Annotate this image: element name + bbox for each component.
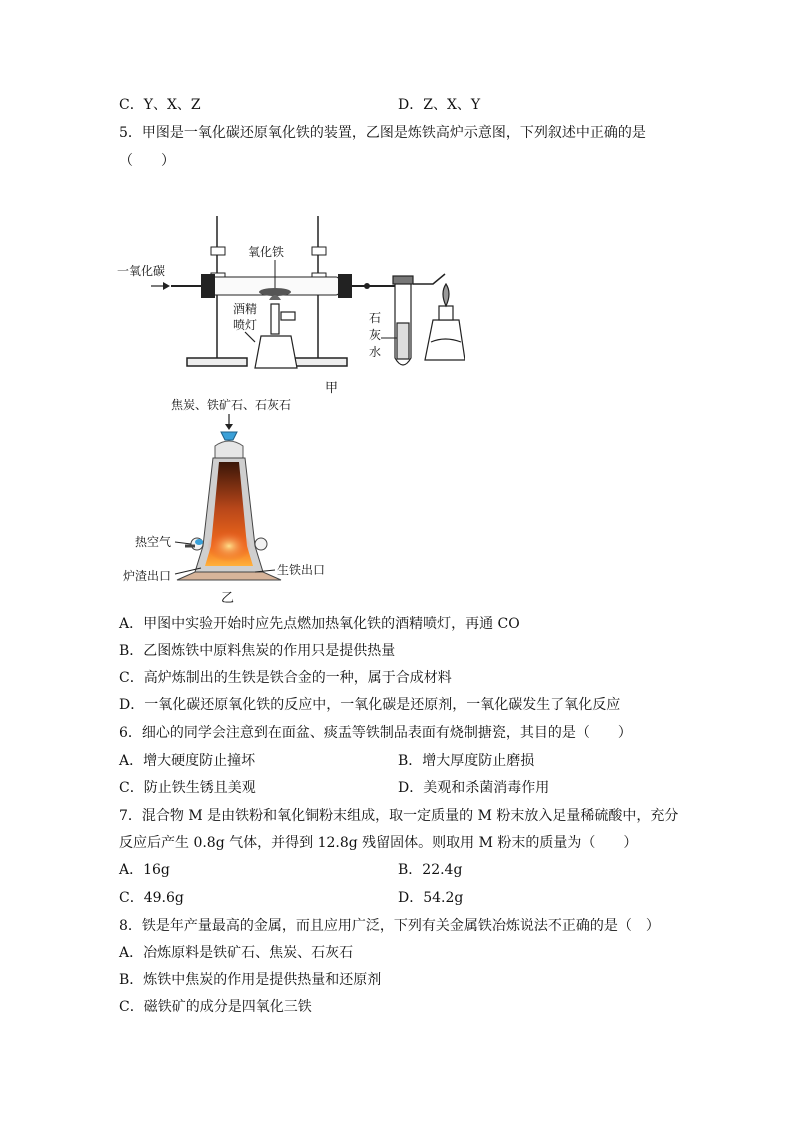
- q5-option-b: B．乙图炼铁中原料焦炭的作用只是提供热量: [119, 643, 396, 659]
- label-hot-air: 热空气: [135, 535, 172, 549]
- q7-stem-line2: 反应后产生 0.8g 气体，并得到 12.8g 残留固体。则取用 M 粉末的质量为（ ）: [119, 835, 638, 851]
- q6-option-c: C．防止铁生锈且美观: [119, 780, 256, 796]
- q5-option-a: A．甲图中实验开始时应先点燃加热氧化铁的酒精喷灯，再通 CO: [119, 616, 520, 632]
- q8-stem: 8．铁是年产量最高的金属，而且应用广泛，下列有关金属铁冶炼说法不正确的是（ ）: [119, 918, 660, 934]
- q7-option-d: D．54.2g: [398, 890, 464, 906]
- q5-option-c: C．高炉炼制出的生铁是铁合金的一种，属于合成材料: [119, 670, 452, 686]
- label-pig-iron-outlet: 生铁出口: [277, 563, 326, 577]
- q8-option-b: B．炼铁中焦炭的作用是提供热量和还原剂: [119, 972, 382, 988]
- label-lamp-1: 酒精: [233, 302, 258, 316]
- q6-stem: 6．细心的同学会注意到在面盆、痰盂等铁制品表面有烧制搪瓷，其目的是（ ）: [119, 725, 632, 741]
- label-limewater-3: 水: [369, 345, 382, 359]
- q7-option-b: B．22.4g: [398, 862, 463, 878]
- tuyere-right: [255, 538, 267, 550]
- label-slag-outlet: 炉渣出口: [123, 569, 172, 583]
- q7-stem-line1: 7．混合物 M 是由铁粉和氧化铜粉末组成，取一定质量的 M 粉末放入足量稀硫酸中，充分: [119, 808, 679, 824]
- iron-oxide-powder: [259, 288, 291, 296]
- caption-yi: 乙: [221, 591, 235, 606]
- q7-option-a: A．16g: [119, 862, 170, 878]
- label-co: 一氧化碳: [117, 264, 166, 278]
- label-lamp-2: 喷灯: [233, 318, 258, 332]
- q8-option-a: A．冶炼原料是铁矿石、焦炭、石灰石: [119, 945, 354, 961]
- q5-option-d: D．一氧化碳还原氧化铁的反应中，一氧化碳是还原剂，一氧化碳发生了氧化反应: [119, 697, 621, 713]
- q8-option-c: C．磁铁矿的成分是四氧化三铁: [119, 999, 312, 1015]
- stopper-left: [201, 274, 215, 298]
- caption-jia: 甲: [325, 381, 339, 396]
- q6-option-d: D．美观和杀菌消毒作用: [398, 780, 550, 796]
- q6-option-b: B．增大厚度防止磨损: [398, 753, 535, 769]
- q5-stem: 5．甲图是一氧化碳还原氧化铁的装置，乙图是炼铁高炉示意图，下列叙述中正确的是: [119, 125, 646, 141]
- label-limewater-1: 石: [369, 311, 382, 325]
- q5-stem-blank: （ ）: [119, 153, 175, 169]
- q7-option-c: C．49.6g: [119, 890, 184, 906]
- label-limewater-2: 灰: [369, 328, 382, 342]
- label-feed: 焦炭、铁矿石、石灰石: [171, 398, 292, 412]
- alcohol-lamp: [425, 284, 465, 360]
- label-iron-oxide: 氧化铁: [248, 245, 285, 259]
- q6-option-a: A．增大硬度防止撞坏: [119, 753, 256, 769]
- stopper-right: [338, 274, 352, 298]
- figure-yi-blast-furnace: [115, 396, 345, 606]
- q4-option-d: D．Z、X、Y: [398, 97, 481, 113]
- limewater-test-tube: [393, 276, 413, 365]
- q4-option-c: C．Y、X、Z: [119, 97, 201, 113]
- figure-jia-apparatus: [115, 208, 465, 398]
- furnace-hopper: [221, 432, 237, 440]
